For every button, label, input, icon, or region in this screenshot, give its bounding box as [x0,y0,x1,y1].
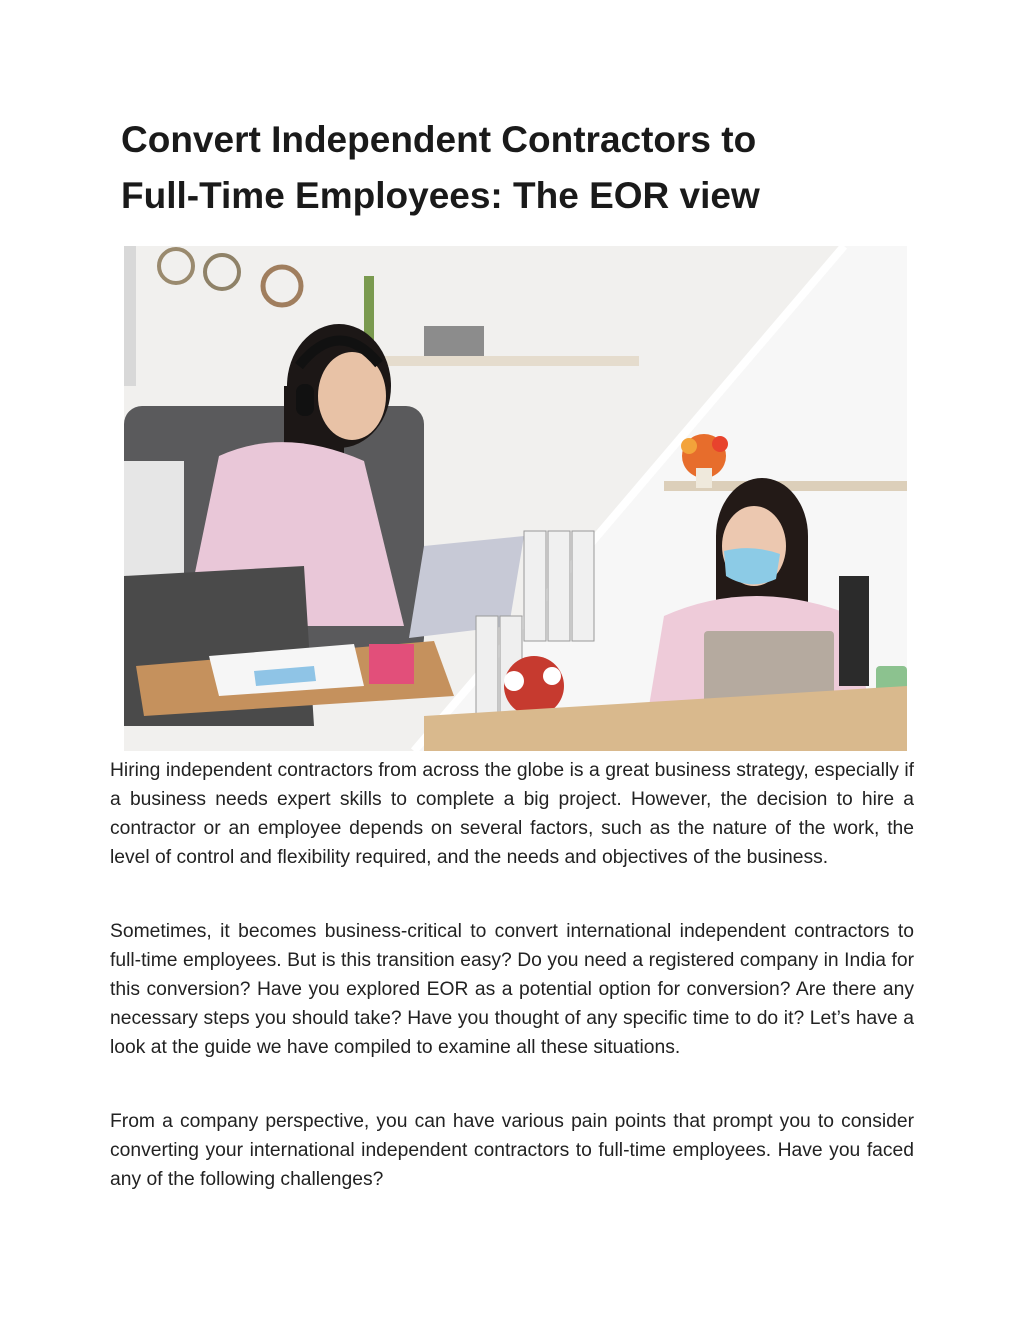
hero-image [124,246,907,751]
paragraph-questions: Sometimes, it becomes business-critical to convert international independent contractors to full-time employees. But is this transition easy? Do you need a registered company in India for this conversion? Have you explored EOR as a potential option for conversion? Are there any necessary steps you should take? Have you thought of any specific time to do it? Let’s have a look at the guide we have compiled to examine all these situations. [110,921,914,1058]
article-title-line-2: Full-Time Employees: The EOR view [121,175,760,216]
article-title-line-1: Convert Independent Contractors to [121,119,757,160]
paragraph-intro: Hiring independent contractors from across the globe is a great business strategy, especially if a business needs expert skills to complete a big project. However, the decision to hire a contractor or an employee depends on several factors, such as the nature of the work, the level of control and flexibility required, and the needs and objectives of the business. [110,760,914,868]
paragraph-challenges: From a company perspective, you can have various pain points that prompt you to consider converting your international independent contractors to full-time employees. Have you faced any of the following challenges? [110,1111,914,1190]
article-title [121,112,921,224]
hero-illustration [124,246,907,751]
